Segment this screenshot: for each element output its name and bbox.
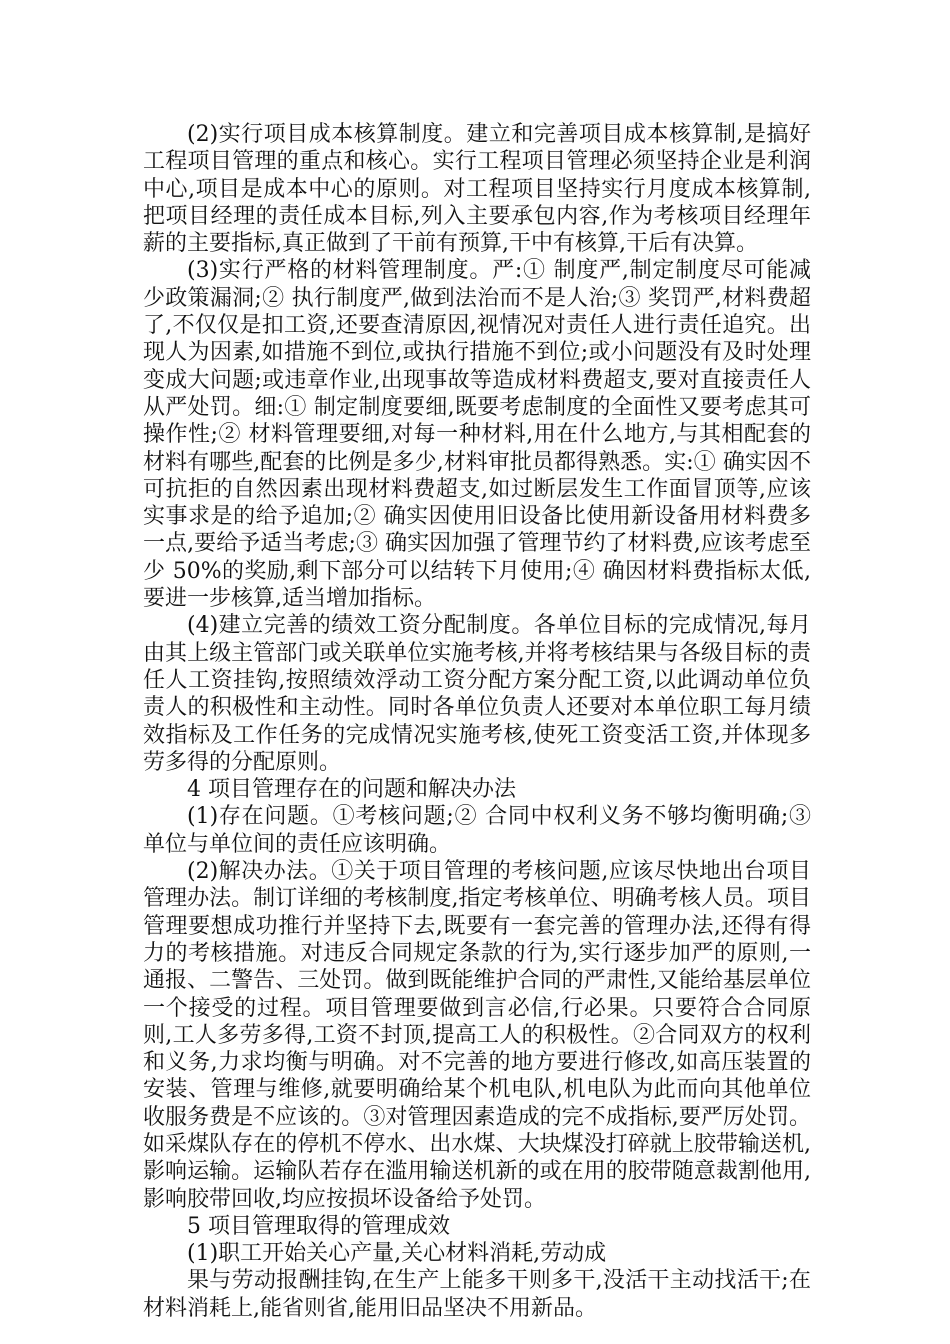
section-heading-problems: 4 项目管理存在的问题和解决办法 bbox=[187, 777, 516, 803]
document-body bbox=[143, 121, 811, 1322]
paragraph-results-continued: 果与劳动报酬挂钩,在生产上能多干则多干,没活干主动找活干;在材料消耗上,能省则省,能用旧品坚决不用新品。 bbox=[143, 1268, 811, 1321]
paragraph-existing-problems: (1)存在问题。①考核问题;② 合同中权利义务不够均衡明确;③ 单位与单位间的责任应该明确。 bbox=[143, 804, 811, 857]
section-heading-results: 5 项目管理取得的管理成效 bbox=[187, 1213, 450, 1239]
paragraph-results-1: (1)职工开始关心产量,关心材料消耗,劳动成 bbox=[187, 1241, 607, 1267]
paragraph-solutions: (2)解决办法。①关于项目管理的考核问题,应该尽快地出台项目管理办法。制订详细的考核制度,指定考核单位、明确考核人员。项目管理要想成功推行并坚持下去,既要有一套完善的管理办法,还得有得力的考核措施。对违反合同规定条款的行为,实行逐步加严的原则,一通报、二警告、三处罚。做到既能维护合同的严肃性,又能给基层单位一个接受的过程。项目管理要做到言必信,行必果。只要符合合同原则,工人多劳多得,工资不封顶,提高工人的积极性。②合同双方的权利和义务,力求均衡与明确。对不完善的地方要进行修改,如高压装置的安装、管理与维修,就要明确给某个机电队,机电队为此而向其他单位收服务费是不应该的。③对管理因素造成的完不成指标,要严厉处罚。如采煤队存在的停机不停水、出水煤、大块煤没打碎就上胶带输送机,影响运输。运输队若存在滥用输送机新的或在用的胶带随意裁割他用,影响胶带回收,均应按损坏设备给予处罚。 bbox=[143, 859, 811, 1212]
paragraph-performance-pay: (4)建立完善的绩效工资分配制度。各单位目标的完成情况,每月由其上级主管部门或关联单位实施考核,并将考核结果与各级目标的责任人工资挂钩,按照绩效浮动工资分配方案分配工资,以此调动单位负责人的积极性和主动性。同时各单位负责人还要对本单位职工每月绩效指标及工作任务的完成情况实施考核,使死工资变活工资,并体现多劳多得的分配原则。 bbox=[143, 613, 811, 775]
paragraph-cost-accounting: (2)实行项目成本核算制度。建立和完善项目成本核算制,是搞好工程项目管理的重点和核心。实行工程项目管理必须坚持企业是利润中心,项目是成本中心的原则。对工程项目坚持实行月度成本核算制,把项目经理的责任成本目标,列入主要承包内容,作为考核项目经理年薪的主要指标,真正做到了干前有预算,干中有核算,干后有决算。 bbox=[143, 122, 811, 257]
paragraph-material-management: (3)实行严格的材料管理制度。严:① 制度严,制定制度尽可能减少政策漏洞;② 执行制度严,做到法治而不是人治;③ 奖罚严,材料费超了,不仅仅是扣工资,还要查清原因,视情况对责任人进行责任追究。出现人为因素,如措施不到位,或执行措施不到位;或小问题没有及时处理变成大问题;或违章作业,出现事故等造成材料费超支,要对直接责任人从严处罚。细:① 制定制度要细,既要考虑制度的全面性又要考虑其可操作性;② 材料管理要细,对每一种材料,用在什么地方,与其相配套的材料有哪些,配套的比例是多少,材料审批员都得熟悉。实:① 确实因不可抗拒的自然因素出现材料费超支,如过断层发生工作面冒顶等,应该实事求是的给予追加;② 确实因使用旧设备比使用新设备用材料费多一点,要给予适当考虑;③ 确实因加强了管理节约了材料费,应该考虑至少 50%的奖励,剩下部分可以结转下月使用;④ 确因材料费指标太低,要进一步核算,适当增加指标。 bbox=[143, 258, 811, 612]
